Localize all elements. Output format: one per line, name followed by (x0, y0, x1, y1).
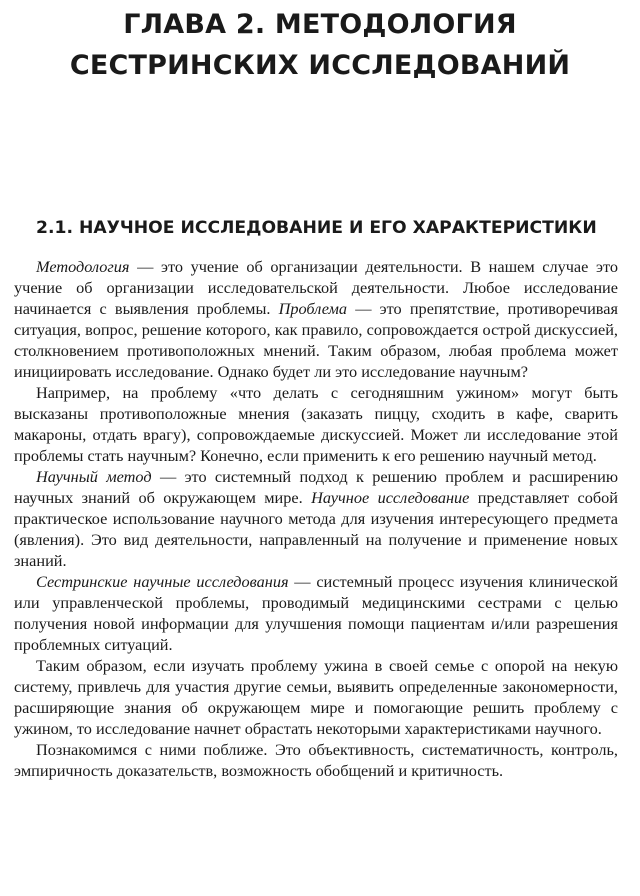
term-problem: Проблема (278, 299, 348, 318)
chapter-title-line-1: ГЛАВА 2. МЕТОДОЛОГИЯ (123, 9, 517, 40)
paragraph-text: — это препятствие, противоречивая ситуация, вопрос, решение которого, как правило, сопровождается острой дискуссией, столкновением противоположных мнений. Таким образом, любая проблема может инициировать исследование. Однако будет ли это исследование научным? (14, 299, 618, 381)
paragraph-text: Таким образом, если изучать проблему ужина в своей семье с опорой на некую систему, привлечь для участия другие семьи, выявить определенные закономерности, расширяющие знания об окружающем мире и помогающие решить проблему с ужином, то исследование начнет обрастать некоторыми характеристиками научного. (14, 656, 618, 738)
paragraph-nursing-research (14, 571, 618, 655)
section-title: 2.1. НАУЧНОЕ ИССЛЕДОВАНИЕ И ЕГО ХАРАКТЕРИСТИКИ (36, 218, 597, 238)
paragraph-characteristics (14, 739, 618, 781)
term-scientific-method: Научный метод (36, 467, 152, 486)
term-methodology: Методология (36, 257, 130, 276)
paragraph-text: Например, на проблему «что делать с сегодняшним ужином» могут быть высказаны противоположные мнения (заказать пиццу, сходить в кафе, сварить макароны, отдать врагу), сопровождаемые дискуссией. Может ли исследование этой проблемы стать научным? Конечно, если применить к его решению научный метод. (14, 383, 618, 465)
paragraph-methodology (14, 256, 618, 382)
paragraph-scientific-method (14, 466, 618, 571)
paragraph-dinner-system (14, 655, 618, 739)
paragraph-text: Познакомимся с ними поближе. Это объективность, систематичность, контроль, эмпиричность доказательств, возможность обобщений и критичность. (14, 740, 618, 780)
paragraph-text: представляет собой практическое использование научного метода для изучения интересующего предмета (явления). Это вид деятельности, направленный на получение и применение новых знаний. (14, 488, 618, 570)
paragraph-dinner-example (14, 382, 618, 466)
term-nursing-research: Сестринские научные исследования (36, 572, 289, 591)
chapter-title-line-2: СЕСТРИНСКИХ ИССЛЕДОВАНИЙ (69, 50, 571, 81)
paragraph-text: — системный процесс изучения клинической или управленческой проблемы, проводимый медицинскими сестрами с целью получения новой информации для улучшения помощи пациентам и/или разрешения проблемных ситуаций. (14, 572, 618, 654)
paragraph-text: — это учение об организации деятельности. В нашем случае это учение об организации исследовательской деятельности. Любое исследование начинается с выявления проблемы. (14, 257, 618, 318)
term-scientific-research: Научное исследование (311, 488, 470, 507)
paragraph-text: — это системный подход к решению проблем и расширению научных знаний об окружающем мире. (14, 467, 618, 507)
chapter-title (0, 4, 640, 86)
body-text (14, 256, 618, 781)
